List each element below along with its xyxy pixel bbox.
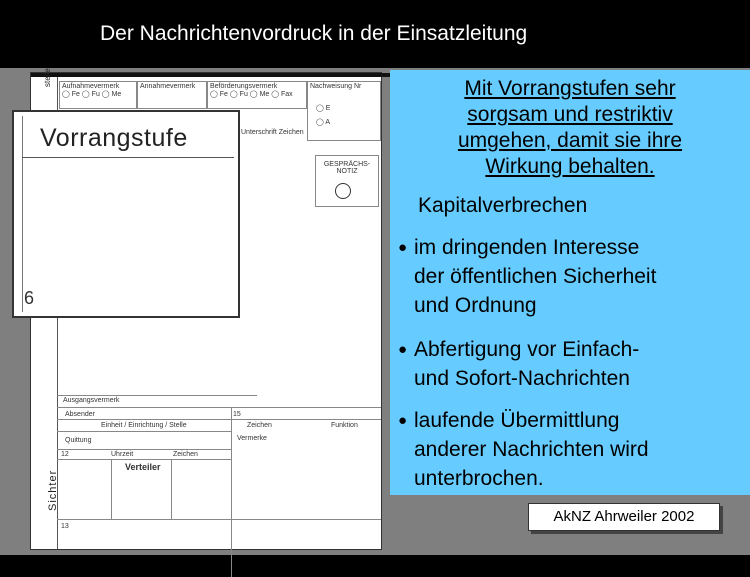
zoom-horizontal-rule bbox=[22, 157, 234, 158]
sichter-label: Sichter bbox=[47, 469, 59, 511]
bullet-line: unterbrochen. bbox=[414, 467, 544, 490]
grid-line bbox=[171, 459, 172, 519]
annahmevermerk-cell bbox=[137, 81, 207, 109]
verteiler-label: Verteiler bbox=[125, 462, 161, 472]
a-option: ◯ A bbox=[316, 119, 331, 126]
row-number-13: 13 bbox=[61, 523, 69, 530]
uhrzeit-label: Uhrzeit bbox=[111, 451, 134, 458]
gespraechsnotiz-cell bbox=[315, 155, 379, 207]
e-option: ◯ E bbox=[316, 105, 331, 112]
befoerderung-cell bbox=[207, 81, 307, 109]
ausgangsvermerk-label: Ausgangsvermerk bbox=[63, 397, 120, 404]
unterschrift-label: Unterschrift Zeichen bbox=[241, 129, 304, 136]
bullet-line: Abfertigung vor Einfach- bbox=[414, 338, 640, 361]
grid-line bbox=[57, 459, 231, 460]
grid-line bbox=[111, 459, 112, 519]
bullet-dot-icon: ● bbox=[398, 239, 408, 256]
vorrangstufe-title: Vorrangstufe bbox=[40, 124, 188, 152]
zeichen2-label: Zeichen bbox=[173, 451, 198, 458]
vorrangstufe-number: 6 bbox=[24, 288, 35, 308]
grid-line bbox=[57, 395, 257, 396]
aufnahmevermerk-cell bbox=[59, 81, 137, 109]
grid-line bbox=[57, 407, 381, 408]
grid-line bbox=[57, 419, 381, 420]
row-number-12: 12 bbox=[61, 451, 69, 458]
row-number-15: 15 bbox=[233, 411, 241, 418]
grid-line bbox=[57, 519, 381, 520]
aufnahme-options: ◯ Fe ◯ Fu ◯ Me bbox=[62, 91, 122, 98]
vorrangstufe-zoom bbox=[12, 110, 240, 318]
aufnahmevermerk-label: Aufnahmevermerk bbox=[62, 83, 120, 90]
bullet-text bbox=[414, 233, 734, 320]
panel-heading-line: sorgsam und restriktiv bbox=[467, 103, 673, 126]
panel-heading-line: Mit Vorrangstufen sehr bbox=[464, 77, 676, 100]
nachweisung-label: Nachweisung Nr bbox=[310, 83, 362, 90]
gespraechsnotiz-line2: NOTIZ bbox=[336, 168, 358, 175]
credit-box: AkNZ Ahrweiler 2002 bbox=[528, 503, 720, 531]
vermerke-label: Vermerke bbox=[237, 435, 267, 442]
annahmevermerk-label: Annahmevermerk bbox=[140, 83, 196, 90]
panel-subline: Kapitalverbrechen bbox=[418, 194, 588, 217]
bullet-text bbox=[414, 335, 734, 393]
panel-heading-line: umgehen, damit sie ihre bbox=[457, 129, 683, 152]
gespraechsnotiz-checkbox[interactable] bbox=[335, 183, 351, 199]
absender-label: Absender bbox=[65, 411, 95, 418]
form-top-bar bbox=[31, 73, 421, 77]
bullet-text bbox=[414, 406, 734, 493]
zeichen-label: Zeichen bbox=[247, 422, 272, 429]
grid-line bbox=[231, 407, 232, 577]
form-side-label: stelle bbox=[43, 68, 52, 87]
quittung-label: Quittung bbox=[65, 437, 92, 444]
bullet-line: laufende Übermittlung bbox=[414, 409, 620, 432]
panel-heading-line: Wirkung behalten. bbox=[485, 155, 655, 178]
bullet-dot-icon: ● bbox=[398, 341, 408, 358]
bullet-line: anderer Nachrichten wird bbox=[414, 438, 649, 461]
nachweisung-cell bbox=[307, 81, 381, 141]
einheit-label: Einheit / Einrichtung / Stelle bbox=[101, 422, 187, 429]
panel-heading bbox=[400, 76, 740, 180]
bullet-line: der öffentlichen Sicherheit bbox=[414, 265, 657, 288]
befoerderung-options: ◯ Fe ◯ Fu ◯ Me ◯ Fax bbox=[210, 91, 293, 98]
bullet-line: im dringenden Interesse bbox=[414, 236, 640, 259]
grid-line bbox=[57, 431, 231, 432]
bullet-dot-icon: ● bbox=[398, 412, 408, 429]
zoom-vertical-rule bbox=[22, 116, 23, 312]
explanation-panel bbox=[390, 70, 750, 495]
slide-title: Der Nachrichtenvordruck in der Einsatzleitung bbox=[0, 0, 750, 68]
befoerderung-label: Beförderungsvermerk bbox=[210, 83, 278, 90]
gespraechsnotiz-line1: GESPRÄCHS- bbox=[323, 161, 371, 168]
funktion-label: Funktion bbox=[331, 422, 358, 429]
bullet-line: und Sofort-Nachrichten bbox=[414, 367, 630, 390]
bullet-line: und Ordnung bbox=[414, 294, 537, 317]
grid-line bbox=[57, 449, 231, 450]
